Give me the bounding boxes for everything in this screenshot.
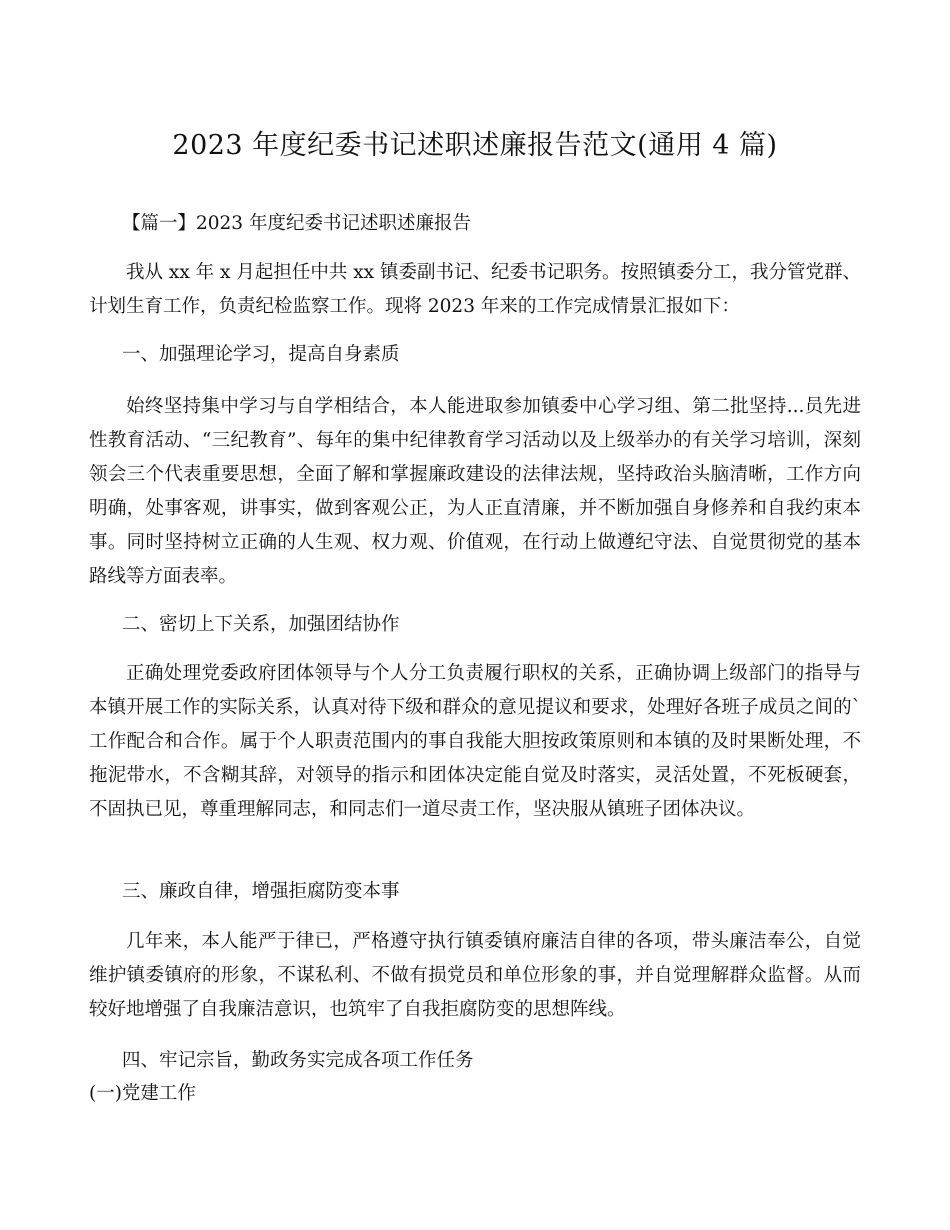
section-heading-1: 一、加强理论学习，提高自身素质 [122,344,400,365]
section-body-2: 正确处理党委政府团体领导与个人分工负责履行职权的关系，正确协调上级部门的指导与本镇开展工作的实际关系，认真对待下级和群众的意见提议和要求，处理好各班子成员之间的`工作配合和合作。属于个人职责范围内的事自我能大胆按政策原则和本镇的及时果断处理，不拖泥带水，不含糊其辞，对领导的指示和团体决定能自觉及时落实，灵活处置，不死板硬套，不固执已见，尊重理解同志，和同志们一道尽责工作，坚决服从镇班子团体决议。 [89,663,861,820]
section-heading-3: 三、廉政自律，增强拒腐防变本事 [122,881,400,902]
section-body-1: 始终坚持集中学习与自学相结合，本人能进取参加镇委中心学习组、第二批坚持...员先进性教育活动、“三纪教育”、每年的集中纪律教育学习活动以及上级举办的有关学习培训，深刻领会三个代表重要思想，全面了解和掌握廉政建设的法律法规，坚持政治头脑清晰，工作方向明确，处事客观，讲事实，做到客观公正，为人正直清廉，并不断加强自身修养和自我约束本事。同时坚持树立正确的人生观、权力观、价值观，在行动上做遵纪守法、自觉贯彻党的基本路线等方面表率。 [89,396,861,587]
subsection-heading-1: (一)党建工作 [89,1083,196,1104]
document-title: 2023 年度纪委书记述职述廉报告范文(通用 4 篇) [172,130,778,161]
section-heading-4: 四、牢记宗旨，勤政务实完成各项工作任务 [122,1050,474,1071]
part-label: 【篇一】2023 年度纪委书记述职述廉报告 [122,213,471,234]
intro-paragraph: 我从 xx 年 x 月起担任中共 xx 镇委副书记、纪委书记职务。按照镇委分工，我分管党群、计划生育工作，负责纪检监察工作。现将 2023 年来的工作完成情景汇报如下： [89,262,861,317]
section-body-3: 几年来，本人能严于律已，严格遵守执行镇委镇府廉洁自律的各项，带头廉洁奉公，自觉维护镇委镇府的形象，不谋私利、不做有损党员和单位形象的事，并自觉理解群众监督。从而较好地增强了自我廉洁意识，也筑牢了自我拒腐防变的思想阵线。 [89,931,861,1020]
section-heading-2: 二、密切上下关系，加强团结协作 [122,614,400,635]
